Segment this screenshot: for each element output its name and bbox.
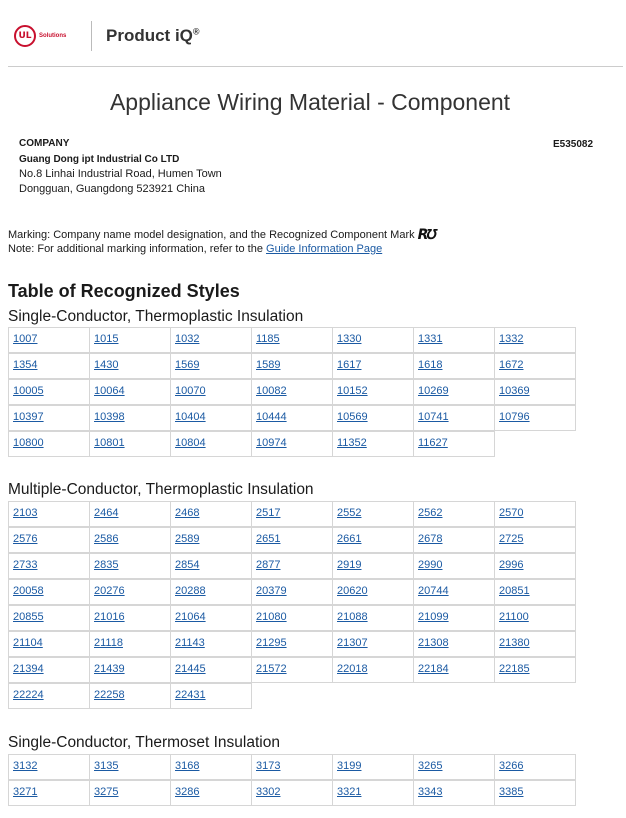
grid-row: [8, 431, 582, 457]
style-link[interactable]: 2835: [89, 553, 171, 579]
style-link[interactable]: 21445: [170, 657, 252, 683]
style-link[interactable]: 22184: [413, 657, 495, 683]
styles-grid: [8, 501, 582, 709]
style-link[interactable]: 20058: [8, 579, 90, 605]
company-heading: COMPANY: [19, 138, 70, 149]
style-link[interactable]: 20851: [494, 579, 576, 605]
style-link[interactable]: 21295: [251, 631, 333, 657]
style-link[interactable]: 3168: [170, 754, 252, 780]
grid-row: [8, 605, 582, 631]
file-number: E535082: [553, 139, 594, 150]
style-link[interactable]: 10741: [413, 405, 495, 431]
app-title: Product iQ®: [106, 26, 200, 45]
style-link[interactable]: 1032: [170, 327, 252, 353]
style-link[interactable]: 3266: [494, 754, 576, 780]
style-link[interactable]: 20276: [89, 579, 171, 605]
style-link[interactable]: 21100: [494, 605, 576, 631]
style-link[interactable]: 21118: [89, 631, 171, 657]
style-link[interactable]: 3199: [332, 754, 414, 780]
style-link[interactable]: 1430: [89, 353, 171, 379]
style-link[interactable]: 21143: [170, 631, 252, 657]
style-link[interactable]: 20855: [8, 605, 90, 631]
style-link[interactable]: 21104: [8, 631, 90, 657]
style-link[interactable]: 10064: [89, 379, 171, 405]
style-link[interactable]: 11627: [413, 431, 495, 457]
style-link[interactable]: 22185: [494, 657, 576, 683]
style-link[interactable]: 11352: [332, 431, 414, 457]
grid-row: [8, 754, 582, 780]
style-link[interactable]: 1332: [494, 327, 576, 353]
note-text: Note: For additional marking information, refer to the Guide Information Page: [8, 243, 383, 255]
style-link[interactable]: 10369: [494, 379, 576, 405]
style-link[interactable]: 2464: [89, 501, 171, 527]
grid-row: [8, 631, 582, 657]
style-link[interactable]: 2651: [251, 527, 333, 553]
logo-subtext: Solutions: [39, 33, 67, 39]
section-title: Single-Conductor, Thermoset Insulation: [8, 734, 280, 751]
style-link[interactable]: 1330: [332, 327, 414, 353]
style-link[interactable]: 22224: [8, 683, 90, 709]
style-link[interactable]: 10800: [8, 431, 90, 457]
style-link[interactable]: 10070: [170, 379, 252, 405]
style-link[interactable]: 3321: [332, 780, 414, 806]
style-link[interactable]: 21439: [89, 657, 171, 683]
grid-row: [8, 405, 582, 431]
style-link[interactable]: 2552: [332, 501, 414, 527]
section-title: Single-Conductor, Thermoplastic Insulation: [8, 308, 304, 325]
style-link[interactable]: 2562: [413, 501, 495, 527]
style-link[interactable]: 1569: [170, 353, 252, 379]
grid-row: [8, 780, 582, 806]
style-link[interactable]: 1331: [413, 327, 495, 353]
style-link[interactable]: 2570: [494, 501, 576, 527]
style-link[interactable]: 20288: [170, 579, 252, 605]
style-link[interactable]: 10444: [251, 405, 333, 431]
company-name: Guang Dong ipt Industrial Co LTD: [19, 154, 180, 165]
style-link[interactable]: 21080: [251, 605, 333, 631]
style-link[interactable]: 3343: [413, 780, 495, 806]
styles-grid: [8, 754, 582, 806]
style-link[interactable]: 2678: [413, 527, 495, 553]
grid-row: [8, 657, 582, 683]
style-link[interactable]: 2589: [170, 527, 252, 553]
style-link[interactable]: 2733: [8, 553, 90, 579]
style-link[interactable]: 2877: [251, 553, 333, 579]
style-link[interactable]: 1589: [251, 353, 333, 379]
grid-row: [8, 527, 582, 553]
style-link[interactable]: 10005: [8, 379, 90, 405]
style-link[interactable]: 10796: [494, 405, 576, 431]
style-link[interactable]: 2517: [251, 501, 333, 527]
grid-row: [8, 683, 582, 709]
style-link[interactable]: 3173: [251, 754, 333, 780]
style-link[interactable]: 21572: [251, 657, 333, 683]
style-link[interactable]: 22258: [89, 683, 171, 709]
style-link[interactable]: 21394: [8, 657, 90, 683]
style-link[interactable]: 21064: [170, 605, 252, 631]
style-link[interactable]: 2990: [413, 553, 495, 579]
style-link[interactable]: 3286: [170, 780, 252, 806]
grid-row: [8, 379, 582, 405]
style-link[interactable]: 1354: [8, 353, 90, 379]
styles-grid: [8, 327, 582, 457]
style-link[interactable]: 10152: [332, 379, 414, 405]
style-link[interactable]: 21307: [332, 631, 414, 657]
page-title: Appliance Wiring Material - Component: [109, 89, 511, 115]
style-link[interactable]: 2103: [8, 501, 90, 527]
style-link[interactable]: 1015: [89, 327, 171, 353]
style-link[interactable]: 10397: [8, 405, 90, 431]
style-link[interactable]: 1618: [413, 353, 495, 379]
style-link[interactable]: 1007: [8, 327, 90, 353]
style-link[interactable]: 1185: [251, 327, 333, 353]
style-link[interactable]: 1672: [494, 353, 576, 379]
style-link[interactable]: 10569: [332, 405, 414, 431]
style-link[interactable]: 2576: [8, 527, 90, 553]
style-link[interactable]: 2996: [494, 553, 576, 579]
style-link[interactable]: 22018: [332, 657, 414, 683]
style-link[interactable]: 10404: [170, 405, 252, 431]
style-link[interactable]: 21016: [89, 605, 171, 631]
style-link[interactable]: 2468: [170, 501, 252, 527]
style-link[interactable]: 2919: [332, 553, 414, 579]
style-link[interactable]: 10801: [89, 431, 171, 457]
table-title: Table of Recognized Styles: [8, 281, 240, 301]
header-rule: [8, 66, 623, 67]
style-link[interactable]: 21308: [413, 631, 495, 657]
ul-solutions-logo[interactable]: [14, 25, 66, 47]
style-link[interactable]: 10974: [251, 431, 333, 457]
style-link[interactable]: 3385: [494, 780, 576, 806]
style-link[interactable]: 3265: [413, 754, 495, 780]
style-link[interactable]: 20620: [332, 579, 414, 605]
header-divider: [91, 21, 92, 51]
grid-row: [8, 553, 582, 579]
style-link[interactable]: 10398: [89, 405, 171, 431]
style-link[interactable]: 21088: [332, 605, 414, 631]
grid-row: [8, 353, 582, 379]
recognized-component-mark-icon: R℧: [417, 227, 436, 243]
style-link[interactable]: 2586: [89, 527, 171, 553]
marking-text: Marking: Company name model designation, and the Recognized Component Mark R℧: [8, 227, 436, 243]
style-link[interactable]: 2854: [170, 553, 252, 579]
grid-row: [8, 579, 582, 605]
section-title: Multiple-Conductor, Thermoplastic Insulation: [8, 481, 314, 498]
guide-information-link[interactable]: Guide Information Page: [266, 243, 383, 255]
page-header: [0, 0, 626, 67]
style-link[interactable]: 10082: [251, 379, 333, 405]
ul-logo-icon: UL: [14, 25, 36, 47]
grid-row: [8, 327, 582, 353]
style-link[interactable]: 21099: [413, 605, 495, 631]
company-address-line1: No.8 Linhai Industrial Road, Humen Town: [19, 168, 222, 180]
company-address-line2: Dongguan, Guangdong 523921 China: [19, 183, 205, 195]
grid-row: [8, 501, 582, 527]
style-link[interactable]: 22431: [170, 683, 252, 709]
style-link[interactable]: 3135: [89, 754, 171, 780]
style-link[interactable]: 20379: [251, 579, 333, 605]
style-link[interactable]: 3271: [8, 780, 90, 806]
style-link[interactable]: 10269: [413, 379, 495, 405]
style-link[interactable]: 21380: [494, 631, 576, 657]
style-link[interactable]: 20744: [413, 579, 495, 605]
style-link[interactable]: 3302: [251, 780, 333, 806]
style-link[interactable]: 1617: [332, 353, 414, 379]
style-link[interactable]: 3132: [8, 754, 90, 780]
style-link[interactable]: 10804: [170, 431, 252, 457]
style-link[interactable]: 2725: [494, 527, 576, 553]
style-link[interactable]: 2661: [332, 527, 414, 553]
style-link[interactable]: 3275: [89, 780, 171, 806]
